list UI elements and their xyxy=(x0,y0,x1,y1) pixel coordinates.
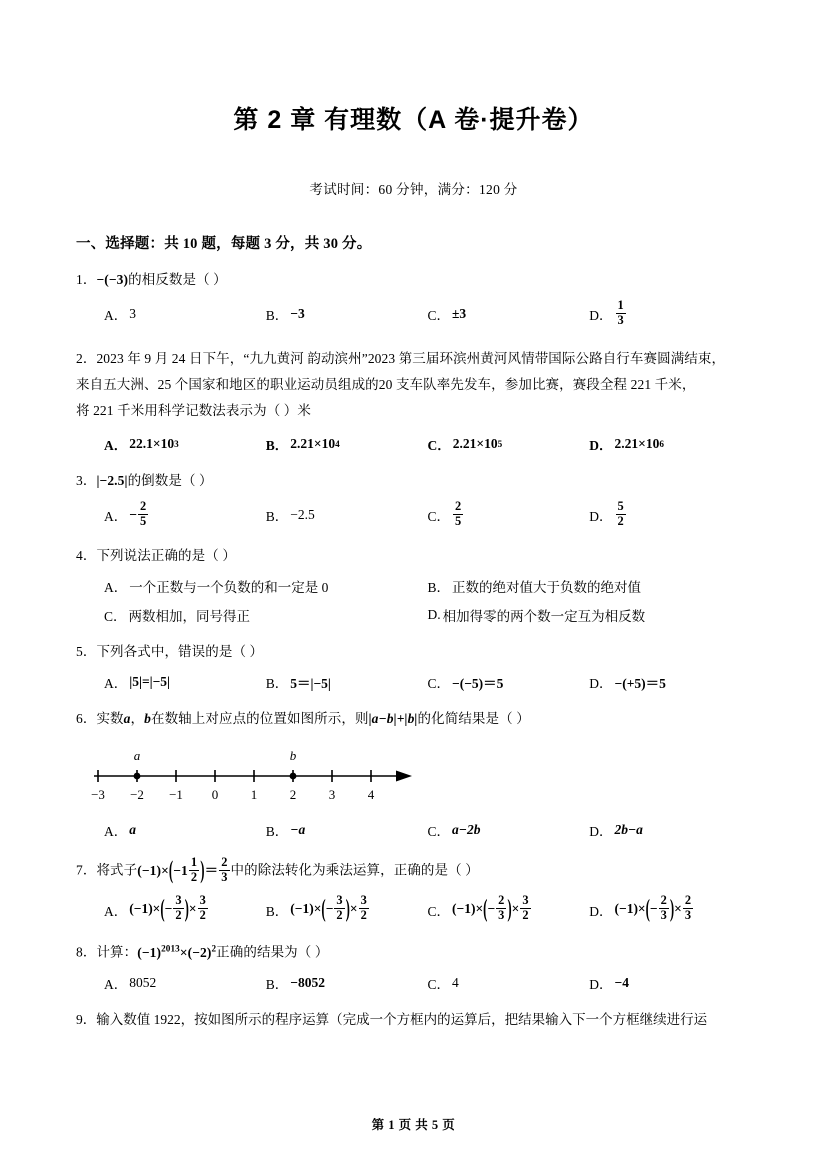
q6-comma: ， xyxy=(130,711,145,727)
number-line-svg xyxy=(86,742,426,806)
svg-text:−3: −3 xyxy=(91,787,105,803)
option-b-label: B． xyxy=(265,509,289,524)
option-c-label: C． xyxy=(427,308,451,324)
option-c-exponent: 5 xyxy=(497,438,503,449)
svg-text:1: 1 xyxy=(250,787,258,803)
question-4-options-row2 xyxy=(76,605,751,625)
option-d-mantissa: 2.21×10 xyxy=(614,435,660,451)
option-b[interactable] xyxy=(266,973,428,993)
option-c-mantissa: 2.21×10 xyxy=(452,435,498,451)
option-a[interactable] xyxy=(104,820,266,840)
q6-stem-part3: 的化简结果是（ ） xyxy=(417,711,530,727)
option-a-value: |5|=|−5| xyxy=(129,674,171,690)
q8-stem-part2: 正确的结果为（ ） xyxy=(216,944,329,960)
option-d-value: −4 xyxy=(614,974,629,990)
q1-stem: 的相反数是（ ） xyxy=(128,272,227,287)
question-2-options xyxy=(76,434,751,454)
option-c-label: C． xyxy=(427,437,451,453)
option-c-label: C． xyxy=(427,824,451,840)
option-c-label: C． xyxy=(427,976,451,992)
option-a-value: 8052 xyxy=(129,974,157,990)
option-c[interactable] xyxy=(428,973,590,993)
option-a[interactable] xyxy=(104,576,428,596)
question-3 xyxy=(76,471,751,492)
option-a-label: A． xyxy=(104,824,128,840)
svg-text:−2: −2 xyxy=(130,787,144,803)
option-b[interactable] xyxy=(266,501,428,530)
q2-line-3: 将 221 千米用科学记数法表示为（ ）米 xyxy=(76,403,311,419)
q1-expression: −(−3) xyxy=(96,272,129,287)
option-a-label: A． xyxy=(104,676,128,692)
option-a-label: A． xyxy=(104,580,128,596)
option-b-label: B． xyxy=(265,437,289,453)
option-a[interactable]: A． − $\frac{2}{5}$ xyxy=(104,498,147,528)
option-b-value: 5＝|−5| xyxy=(290,676,331,692)
question-8 xyxy=(76,941,751,963)
option-c[interactable]: C． (−1)× ( − $\frac{2}{3}$ ) × $\frac{3}{2}$ xyxy=(427,893,529,923)
option-d[interactable] xyxy=(589,672,751,692)
option-c-value: 4 xyxy=(452,974,459,990)
option-a-label: A． xyxy=(104,903,128,919)
q6-var-b: b xyxy=(144,711,151,727)
option-b-label: B． xyxy=(265,824,289,840)
option-b[interactable] xyxy=(266,300,428,329)
option-d-label: D． xyxy=(589,976,613,992)
q6-stem-part1: 6．实数 xyxy=(76,711,124,727)
question-2 xyxy=(76,346,751,425)
svg-text:−1: −1 xyxy=(169,787,183,803)
question-5: 5．下列各式中，错误的是（ ） xyxy=(76,644,264,660)
option-c-label: C． xyxy=(427,903,451,919)
option-c[interactable] xyxy=(428,672,590,692)
option-a[interactable] xyxy=(104,434,266,454)
question-4: 4．下列说法正确的是（ ） xyxy=(76,548,236,564)
q3-stem: 的倒数是（ ） xyxy=(127,472,213,488)
option-b-label: B． xyxy=(265,676,289,692)
q6-var-a: a xyxy=(123,711,131,727)
option-c-value: −(−5)＝5 xyxy=(452,676,504,692)
q3-expression: |−2.5| xyxy=(96,472,128,488)
exam-info: 考试时间：60 分钟，满分：120 分 xyxy=(309,182,518,197)
question-6-options xyxy=(76,820,751,840)
option-d-value: −(+5)＝5 xyxy=(614,676,666,692)
option-d[interactable] xyxy=(589,434,751,454)
option-d-label: D． xyxy=(589,824,613,840)
option-b-exponent: 4 xyxy=(335,438,340,449)
option-b[interactable] xyxy=(266,820,428,840)
option-b-label: B． xyxy=(265,308,289,324)
q3-prefix: 3． xyxy=(76,472,97,488)
option-a-value: 一个正数与一个负数的和一定是 0 xyxy=(129,580,329,596)
option-b[interactable] xyxy=(428,576,752,596)
option-d-label: D． xyxy=(589,437,613,453)
page-footer: 第 1 页 共 5 页 xyxy=(371,1118,456,1132)
question-8-options xyxy=(76,973,751,993)
option-d-fraction: $\frac{5}{2}$ xyxy=(617,498,624,528)
option-b-value: −a xyxy=(290,822,306,838)
q7-stem-part2: 中的除法转化为乘法运算，正确的是（ ） xyxy=(230,862,479,878)
option-a[interactable] xyxy=(104,973,266,993)
option-c-value: 两数相加，同号得正 xyxy=(128,609,251,625)
option-a[interactable] xyxy=(104,300,266,329)
option-c-value: a−2b xyxy=(452,822,481,838)
option-a-label: A． xyxy=(104,509,128,524)
option-d-label: D. xyxy=(427,607,441,623)
svg-text:b: b xyxy=(289,748,297,764)
option-d-value: 相加得零的两个数一定互为相反数 xyxy=(442,609,646,625)
option-d-label: D． xyxy=(589,676,613,692)
option-a-mantissa: 22.1×10 xyxy=(129,435,175,451)
option-a[interactable] xyxy=(104,672,266,692)
q7-expression: (−1)× ( −1 $\frac{1}{2}$ ) ＝ $\frac{2}{3}$ xyxy=(137,855,228,885)
option-d-label: D． xyxy=(589,308,613,324)
q2-line-1: 2．2023 年 9 月 24 日下午，“九九黄河 韵动滨州”2023 第三届环滨州黄河风情带国际公路自行车赛圆满结束， xyxy=(76,350,726,366)
option-a-fraction: $\frac{2}{5}$ xyxy=(139,498,147,528)
q6-expression: |a−b|+|b| xyxy=(368,711,418,727)
option-c[interactable] xyxy=(428,820,590,840)
option-c-label: C． xyxy=(427,676,451,692)
q1-prefix: 1． xyxy=(76,272,97,287)
option-c[interactable] xyxy=(104,605,428,625)
option-b-mantissa: 2.21×10 xyxy=(290,435,336,451)
option-a-value: a xyxy=(129,822,136,838)
option-d[interactable] xyxy=(589,297,751,329)
option-b[interactable] xyxy=(266,672,428,692)
option-b-label: B． xyxy=(427,580,451,596)
option-d[interactable] xyxy=(589,820,751,840)
option-a-value: 3 xyxy=(129,306,136,322)
option-d-value: 2b−a xyxy=(614,822,643,838)
q2-line-2: 来自五大洲、25 个国家和地区的职业运动员组成的20 支车队率先发车，参加比赛，赛段全程 221 千米， xyxy=(76,377,696,393)
option-c[interactable] xyxy=(428,300,590,329)
option-a-label: A． xyxy=(104,437,128,453)
svg-text:a: a xyxy=(133,748,141,764)
option-d-label: D． xyxy=(589,903,613,919)
option-c[interactable] xyxy=(428,434,590,454)
question-3-options xyxy=(76,498,751,530)
option-b-label: B． xyxy=(265,976,289,992)
section-heading: 一、选择题：共 10 题，每题 3 分，共 30 分。 xyxy=(76,236,372,252)
question-4-options-row1 xyxy=(76,576,751,596)
option-d[interactable] xyxy=(428,605,752,625)
question-6 xyxy=(76,709,751,730)
option-d-exponent: 6 xyxy=(659,438,664,449)
option-d[interactable] xyxy=(589,498,751,530)
svg-text:2: 2 xyxy=(289,787,297,803)
question-5-options xyxy=(76,672,751,692)
svg-text:3: 3 xyxy=(328,787,336,803)
svg-text:4: 4 xyxy=(367,787,375,803)
option-a-exponent: 3 xyxy=(174,438,179,449)
svg-text:0: 0 xyxy=(211,787,219,803)
option-c-value: ±3 xyxy=(452,306,467,322)
option-a[interactable]: A． (−1)× ( − $\frac{3}{2}$ ) × $\frac{3}{2}$ xyxy=(104,893,206,923)
option-b[interactable]: B． (−1)× ( − $\frac{3}{2}$ ) × $\frac{3}{2}$ xyxy=(265,893,367,923)
q8-expression: $(-1)^{2013}\times(-2)^2$ xyxy=(137,943,217,960)
question-9: 9．输入数值 1922，按如图所示的程序运算（完成一个方框内的运算后，把结果输入下一个方框继续进行运 xyxy=(76,1011,708,1027)
question-1 xyxy=(76,270,751,291)
option-a-label: A． xyxy=(104,976,128,992)
option-d[interactable]: D． (−1)× ( − $\frac{2}{3}$ ) × $\frac{2}{3}$ xyxy=(589,893,692,923)
option-a-label: A． xyxy=(104,308,128,324)
option-b-value: 正数的绝对值大于负数的绝对值 xyxy=(452,580,642,596)
option-c-label: C． xyxy=(427,509,451,524)
option-b-value: −8052 xyxy=(290,974,325,990)
option-b-label: B． xyxy=(265,903,289,919)
q7-stem-part1: 7．将式子 xyxy=(76,862,138,878)
option-b-value: −3 xyxy=(290,306,305,322)
q8-stem-part1: 8．计算： xyxy=(76,944,138,960)
page-title: 第 2 章 有理数（A 卷·提升卷） xyxy=(233,106,594,134)
option-d[interactable] xyxy=(589,973,751,993)
option-d-fraction: $\frac{1}{3}$ xyxy=(617,297,624,327)
question-7-options xyxy=(76,895,751,924)
option-c-label: C． xyxy=(104,609,127,625)
number-line-figure xyxy=(76,742,751,811)
option-c-fraction: $\frac{2}{5}$ xyxy=(455,498,462,528)
option-c[interactable] xyxy=(427,498,590,530)
option-b[interactable] xyxy=(266,434,428,454)
q6-stem-part2: 在数轴上对应点的位置如图所示，则 xyxy=(150,711,369,727)
question-1-options xyxy=(76,297,751,329)
option-b-value: −2.5 xyxy=(290,507,315,522)
option-d-label: D． xyxy=(589,509,613,524)
question-7 xyxy=(76,857,751,886)
